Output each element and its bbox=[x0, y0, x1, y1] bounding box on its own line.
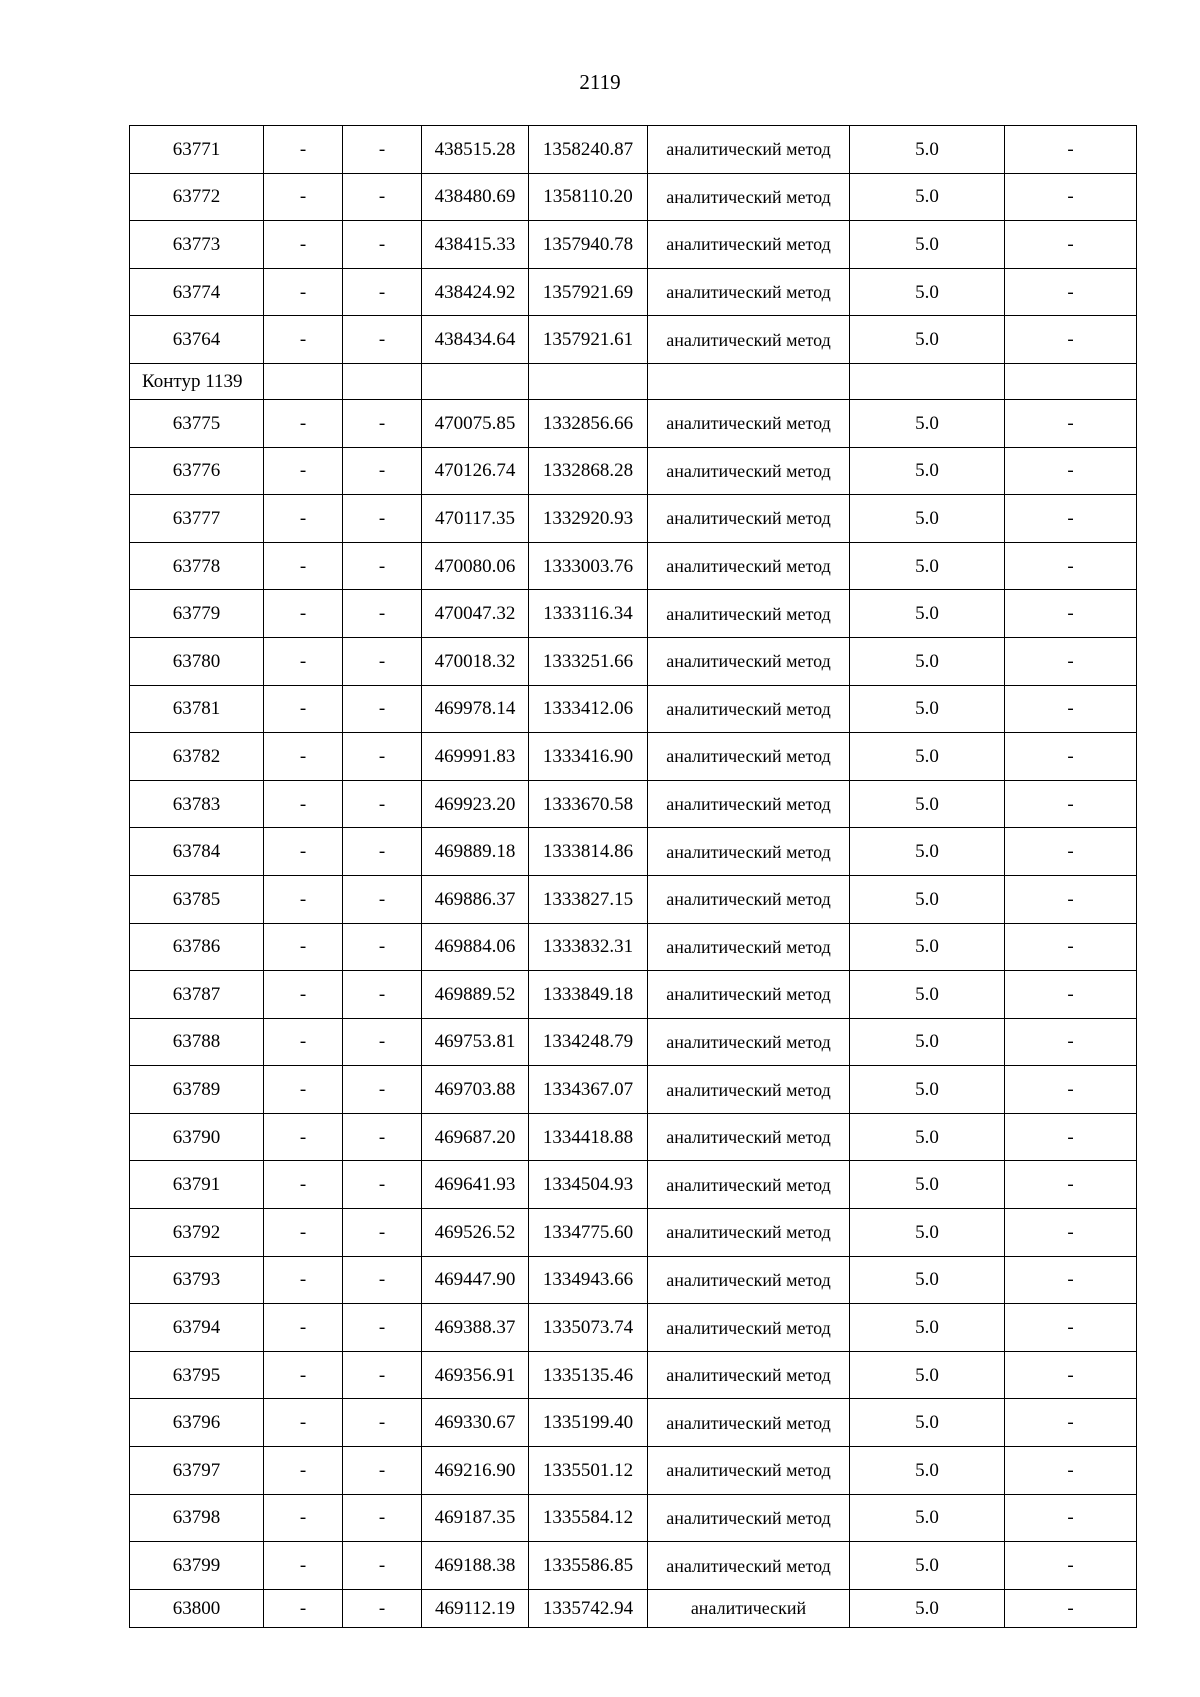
coordinates-table bbox=[129, 125, 1137, 1628]
y-coordinate-cell: 1358110.20 bbox=[529, 173, 648, 221]
empty-cell: - bbox=[1005, 173, 1137, 221]
empty-cell: - bbox=[343, 923, 422, 971]
x-coordinate-cell: 438480.69 bbox=[422, 173, 529, 221]
point-number-cell: 63791 bbox=[130, 1161, 264, 1209]
accuracy-cell: 5.0 bbox=[850, 495, 1005, 543]
y-coordinate-cell: 1332868.28 bbox=[529, 447, 648, 495]
empty-cell: - bbox=[1005, 447, 1137, 495]
point-number-cell: 63776 bbox=[130, 447, 264, 495]
empty-cell: - bbox=[343, 1351, 422, 1399]
table-row bbox=[130, 780, 1137, 828]
empty-cell: - bbox=[1005, 1161, 1137, 1209]
table-row bbox=[130, 1113, 1137, 1161]
empty-cell: - bbox=[264, 447, 343, 495]
y-coordinate-cell: 1332856.66 bbox=[529, 399, 648, 447]
empty-cell: - bbox=[1005, 685, 1137, 733]
table-row bbox=[130, 733, 1137, 781]
empty-cell bbox=[264, 363, 343, 399]
y-coordinate-cell: 1332920.93 bbox=[529, 495, 648, 543]
accuracy-cell: 5.0 bbox=[850, 685, 1005, 733]
empty-cell: - bbox=[1005, 590, 1137, 638]
empty-cell: - bbox=[343, 1161, 422, 1209]
x-coordinate-cell: 438515.28 bbox=[422, 126, 529, 174]
point-number-cell: 63772 bbox=[130, 173, 264, 221]
method-cell: аналитический метод bbox=[648, 1113, 850, 1161]
table-row bbox=[130, 316, 1137, 364]
empty-cell: - bbox=[343, 1399, 422, 1447]
empty-cell: - bbox=[1005, 1256, 1137, 1304]
table-row bbox=[130, 221, 1137, 269]
table-row bbox=[130, 590, 1137, 638]
method-cell: аналитический метод bbox=[648, 1209, 850, 1257]
empty-cell: - bbox=[343, 780, 422, 828]
empty-cell: - bbox=[1005, 1018, 1137, 1066]
x-coordinate-cell: 469991.83 bbox=[422, 733, 529, 781]
accuracy-cell: 5.0 bbox=[850, 1113, 1005, 1161]
empty-cell: - bbox=[264, 637, 343, 685]
y-coordinate-cell: 1335586.85 bbox=[529, 1542, 648, 1590]
method-cell: аналитический метод bbox=[648, 733, 850, 781]
x-coordinate-cell: 469187.35 bbox=[422, 1494, 529, 1542]
empty-cell: - bbox=[343, 1256, 422, 1304]
method-cell: аналитический метод bbox=[648, 173, 850, 221]
x-coordinate-cell: 470117.35 bbox=[422, 495, 529, 543]
empty-cell: - bbox=[264, 173, 343, 221]
accuracy-cell: 5.0 bbox=[850, 221, 1005, 269]
table-row bbox=[130, 1542, 1137, 1590]
point-number-cell: 63798 bbox=[130, 1494, 264, 1542]
empty-cell: - bbox=[1005, 828, 1137, 876]
point-number-cell: 63800 bbox=[130, 1589, 264, 1627]
empty-cell: - bbox=[1005, 126, 1137, 174]
empty-cell: - bbox=[264, 780, 343, 828]
empty-cell bbox=[648, 363, 850, 399]
method-cell: аналитический метод bbox=[648, 1161, 850, 1209]
table-row bbox=[130, 1494, 1137, 1542]
accuracy-cell: 5.0 bbox=[850, 1209, 1005, 1257]
empty-cell: - bbox=[264, 1589, 343, 1627]
y-coordinate-cell: 1334943.66 bbox=[529, 1256, 648, 1304]
y-coordinate-cell: 1334504.93 bbox=[529, 1161, 648, 1209]
empty-cell: - bbox=[264, 1494, 343, 1542]
empty-cell bbox=[529, 363, 648, 399]
y-coordinate-cell: 1333670.58 bbox=[529, 780, 648, 828]
accuracy-cell: 5.0 bbox=[850, 828, 1005, 876]
empty-cell: - bbox=[1005, 875, 1137, 923]
y-coordinate-cell: 1335742.94 bbox=[529, 1589, 648, 1627]
table-row bbox=[130, 1018, 1137, 1066]
y-coordinate-cell: 1357940.78 bbox=[529, 221, 648, 269]
point-number-cell: 63775 bbox=[130, 399, 264, 447]
empty-cell: - bbox=[1005, 1113, 1137, 1161]
point-number-cell: 63793 bbox=[130, 1256, 264, 1304]
x-coordinate-cell: 438434.64 bbox=[422, 316, 529, 364]
table-row bbox=[130, 173, 1137, 221]
table-row bbox=[130, 923, 1137, 971]
y-coordinate-cell: 1334367.07 bbox=[529, 1066, 648, 1114]
y-coordinate-cell: 1333832.31 bbox=[529, 923, 648, 971]
empty-cell: - bbox=[1005, 923, 1137, 971]
empty-cell: - bbox=[264, 126, 343, 174]
empty-cell: - bbox=[1005, 1542, 1137, 1590]
empty-cell: - bbox=[1005, 221, 1137, 269]
method-cell: аналитический метод bbox=[648, 780, 850, 828]
method-cell: аналитический метод bbox=[648, 828, 850, 876]
empty-cell: - bbox=[1005, 733, 1137, 781]
method-cell: аналитический bbox=[648, 1589, 850, 1627]
accuracy-cell: 5.0 bbox=[850, 1589, 1005, 1627]
x-coordinate-cell: 470075.85 bbox=[422, 399, 529, 447]
table-row bbox=[130, 1351, 1137, 1399]
accuracy-cell: 5.0 bbox=[850, 316, 1005, 364]
method-cell: аналитический метод bbox=[648, 1351, 850, 1399]
y-coordinate-cell: 1333116.34 bbox=[529, 590, 648, 638]
y-coordinate-cell: 1358240.87 bbox=[529, 126, 648, 174]
table-row bbox=[130, 447, 1137, 495]
empty-cell: - bbox=[264, 828, 343, 876]
x-coordinate-cell: 469388.37 bbox=[422, 1304, 529, 1352]
empty-cell: - bbox=[343, 1304, 422, 1352]
x-coordinate-cell: 469641.93 bbox=[422, 1161, 529, 1209]
accuracy-cell: 5.0 bbox=[850, 1494, 1005, 1542]
y-coordinate-cell: 1335501.12 bbox=[529, 1447, 648, 1495]
method-cell: аналитический метод bbox=[648, 316, 850, 364]
point-number-cell: 63792 bbox=[130, 1209, 264, 1257]
empty-cell: - bbox=[343, 1066, 422, 1114]
point-number-cell: 63786 bbox=[130, 923, 264, 971]
empty-cell bbox=[850, 363, 1005, 399]
empty-cell: - bbox=[343, 126, 422, 174]
method-cell: аналитический метод bbox=[648, 590, 850, 638]
empty-cell: - bbox=[264, 590, 343, 638]
empty-cell: - bbox=[343, 542, 422, 590]
x-coordinate-cell: 469330.67 bbox=[422, 1399, 529, 1447]
y-coordinate-cell: 1335135.46 bbox=[529, 1351, 648, 1399]
x-coordinate-cell: 469447.90 bbox=[422, 1256, 529, 1304]
empty-cell: - bbox=[264, 1018, 343, 1066]
empty-cell: - bbox=[1005, 316, 1137, 364]
point-number-cell: 63799 bbox=[130, 1542, 264, 1590]
point-number-cell: 63774 bbox=[130, 268, 264, 316]
table-row bbox=[130, 971, 1137, 1019]
method-cell: аналитический метод bbox=[648, 685, 850, 733]
empty-cell: - bbox=[264, 495, 343, 543]
point-number-cell: 63764 bbox=[130, 316, 264, 364]
empty-cell: - bbox=[343, 875, 422, 923]
method-cell: аналитический метод bbox=[648, 923, 850, 971]
empty-cell: - bbox=[1005, 1351, 1137, 1399]
empty-cell: - bbox=[264, 971, 343, 1019]
x-coordinate-cell: 469886.37 bbox=[422, 875, 529, 923]
empty-cell: - bbox=[343, 1494, 422, 1542]
empty-cell: - bbox=[264, 1399, 343, 1447]
empty-cell: - bbox=[1005, 542, 1137, 590]
accuracy-cell: 5.0 bbox=[850, 780, 1005, 828]
x-coordinate-cell: 469188.38 bbox=[422, 1542, 529, 1590]
empty-cell: - bbox=[343, 828, 422, 876]
point-number-cell: 63788 bbox=[130, 1018, 264, 1066]
empty-cell: - bbox=[343, 399, 422, 447]
accuracy-cell: 5.0 bbox=[850, 1161, 1005, 1209]
x-coordinate-cell: 469112.19 bbox=[422, 1589, 529, 1627]
y-coordinate-cell: 1334248.79 bbox=[529, 1018, 648, 1066]
point-number-cell: 63789 bbox=[130, 1066, 264, 1114]
table-row bbox=[130, 637, 1137, 685]
empty-cell: - bbox=[1005, 399, 1137, 447]
point-number-cell: 63782 bbox=[130, 733, 264, 781]
empty-cell: - bbox=[264, 399, 343, 447]
accuracy-cell: 5.0 bbox=[850, 923, 1005, 971]
x-coordinate-cell: 438424.92 bbox=[422, 268, 529, 316]
empty-cell: - bbox=[1005, 637, 1137, 685]
point-number-cell: 63771 bbox=[130, 126, 264, 174]
method-cell: аналитический метод bbox=[648, 875, 850, 923]
empty-cell: - bbox=[1005, 1447, 1137, 1495]
page-number: 2119 bbox=[579, 70, 621, 94]
y-coordinate-cell: 1333412.06 bbox=[529, 685, 648, 733]
x-coordinate-cell: 469889.18 bbox=[422, 828, 529, 876]
table-row bbox=[130, 542, 1137, 590]
y-coordinate-cell: 1333251.66 bbox=[529, 637, 648, 685]
y-coordinate-cell: 1335199.40 bbox=[529, 1399, 648, 1447]
x-coordinate-cell: 469687.20 bbox=[422, 1113, 529, 1161]
method-cell: аналитический метод bbox=[648, 495, 850, 543]
x-coordinate-cell: 469889.52 bbox=[422, 971, 529, 1019]
y-coordinate-cell: 1333814.86 bbox=[529, 828, 648, 876]
empty-cell: - bbox=[343, 1113, 422, 1161]
y-coordinate-cell: 1334418.88 bbox=[529, 1113, 648, 1161]
accuracy-cell: 5.0 bbox=[850, 733, 1005, 781]
table-row bbox=[130, 1066, 1137, 1114]
point-number-cell: 63796 bbox=[130, 1399, 264, 1447]
accuracy-cell: 5.0 bbox=[850, 875, 1005, 923]
table-row bbox=[130, 875, 1137, 923]
empty-cell: - bbox=[343, 1018, 422, 1066]
empty-cell: - bbox=[264, 1161, 343, 1209]
empty-cell: - bbox=[264, 1542, 343, 1590]
point-number-cell: 63784 bbox=[130, 828, 264, 876]
accuracy-cell: 5.0 bbox=[850, 1351, 1005, 1399]
empty-cell: - bbox=[343, 1589, 422, 1627]
accuracy-cell: 5.0 bbox=[850, 173, 1005, 221]
empty-cell: - bbox=[264, 1066, 343, 1114]
x-coordinate-cell: 470126.74 bbox=[422, 447, 529, 495]
empty-cell: - bbox=[264, 1113, 343, 1161]
accuracy-cell: 5.0 bbox=[850, 1447, 1005, 1495]
accuracy-cell: 5.0 bbox=[850, 542, 1005, 590]
y-coordinate-cell: 1333003.76 bbox=[529, 542, 648, 590]
empty-cell: - bbox=[343, 733, 422, 781]
x-coordinate-cell: 438415.33 bbox=[422, 221, 529, 269]
empty-cell: - bbox=[343, 971, 422, 1019]
accuracy-cell: 5.0 bbox=[850, 1542, 1005, 1590]
empty-cell: - bbox=[264, 733, 343, 781]
empty-cell: - bbox=[264, 221, 343, 269]
empty-cell: - bbox=[343, 1542, 422, 1590]
empty-cell: - bbox=[264, 875, 343, 923]
empty-cell: - bbox=[343, 316, 422, 364]
y-coordinate-cell: 1335073.74 bbox=[529, 1304, 648, 1352]
table-row bbox=[130, 1161, 1137, 1209]
x-coordinate-cell: 469923.20 bbox=[422, 780, 529, 828]
table-row bbox=[130, 126, 1137, 174]
empty-cell: - bbox=[1005, 1066, 1137, 1114]
empty-cell: - bbox=[1005, 1304, 1137, 1352]
empty-cell: - bbox=[1005, 268, 1137, 316]
table-row bbox=[130, 1447, 1137, 1495]
y-coordinate-cell: 1335584.12 bbox=[529, 1494, 648, 1542]
method-cell: аналитический метод bbox=[648, 971, 850, 1019]
empty-cell: - bbox=[264, 923, 343, 971]
table-row bbox=[130, 685, 1137, 733]
empty-cell: - bbox=[264, 1351, 343, 1399]
method-cell: аналитический метод bbox=[648, 1256, 850, 1304]
table-body bbox=[130, 126, 1137, 1628]
empty-cell: - bbox=[343, 221, 422, 269]
empty-cell: - bbox=[343, 1447, 422, 1495]
method-cell: аналитический метод bbox=[648, 268, 850, 316]
point-number-cell: 63773 bbox=[130, 221, 264, 269]
empty-cell: - bbox=[1005, 1589, 1137, 1627]
x-coordinate-cell: 470018.32 bbox=[422, 637, 529, 685]
empty-cell: - bbox=[264, 316, 343, 364]
point-number-cell: 63785 bbox=[130, 875, 264, 923]
table-row bbox=[130, 1209, 1137, 1257]
method-cell: аналитический метод bbox=[648, 447, 850, 495]
accuracy-cell: 5.0 bbox=[850, 1399, 1005, 1447]
section-header-row bbox=[130, 363, 1137, 399]
empty-cell: - bbox=[1005, 1209, 1137, 1257]
x-coordinate-cell: 470080.06 bbox=[422, 542, 529, 590]
accuracy-cell: 5.0 bbox=[850, 1066, 1005, 1114]
method-cell: аналитический метод bbox=[648, 399, 850, 447]
y-coordinate-cell: 1334775.60 bbox=[529, 1209, 648, 1257]
empty-cell bbox=[1005, 363, 1137, 399]
accuracy-cell: 5.0 bbox=[850, 399, 1005, 447]
accuracy-cell: 5.0 bbox=[850, 268, 1005, 316]
x-coordinate-cell: 469884.06 bbox=[422, 923, 529, 971]
accuracy-cell: 5.0 bbox=[850, 1018, 1005, 1066]
empty-cell: - bbox=[264, 542, 343, 590]
point-number-cell: 63777 bbox=[130, 495, 264, 543]
empty-cell: - bbox=[264, 685, 343, 733]
empty-cell: - bbox=[264, 1304, 343, 1352]
accuracy-cell: 5.0 bbox=[850, 447, 1005, 495]
empty-cell: - bbox=[343, 590, 422, 638]
empty-cell: - bbox=[264, 268, 343, 316]
empty-cell bbox=[343, 363, 422, 399]
x-coordinate-cell: 469753.81 bbox=[422, 1018, 529, 1066]
x-coordinate-cell: 469356.91 bbox=[422, 1351, 529, 1399]
point-number-cell: 63797 bbox=[130, 1447, 264, 1495]
empty-cell: - bbox=[264, 1209, 343, 1257]
point-number-cell: 63795 bbox=[130, 1351, 264, 1399]
x-coordinate-cell: 469526.52 bbox=[422, 1209, 529, 1257]
point-number-cell: 63781 bbox=[130, 685, 264, 733]
point-number-cell: 63790 bbox=[130, 1113, 264, 1161]
table-row bbox=[130, 1304, 1137, 1352]
method-cell: аналитический метод bbox=[648, 1494, 850, 1542]
method-cell: аналитический метод bbox=[648, 126, 850, 174]
table-row bbox=[130, 399, 1137, 447]
accuracy-cell: 5.0 bbox=[850, 590, 1005, 638]
empty-cell: - bbox=[343, 637, 422, 685]
table-row bbox=[130, 828, 1137, 876]
method-cell: аналитический метод bbox=[648, 1399, 850, 1447]
method-cell: аналитический метод bbox=[648, 1304, 850, 1352]
point-number-cell: 63780 bbox=[130, 637, 264, 685]
accuracy-cell: 5.0 bbox=[850, 971, 1005, 1019]
point-number-cell: 63787 bbox=[130, 971, 264, 1019]
y-coordinate-cell: 1333849.18 bbox=[529, 971, 648, 1019]
table-row bbox=[130, 495, 1137, 543]
section-label: Контур 1139 bbox=[130, 363, 264, 399]
x-coordinate-cell: 469703.88 bbox=[422, 1066, 529, 1114]
empty-cell: - bbox=[343, 268, 422, 316]
table-row bbox=[130, 1256, 1137, 1304]
method-cell: аналитический метод bbox=[648, 1066, 850, 1114]
point-number-cell: 63778 bbox=[130, 542, 264, 590]
method-cell: аналитический метод bbox=[648, 221, 850, 269]
point-number-cell: 63779 bbox=[130, 590, 264, 638]
y-coordinate-cell: 1357921.69 bbox=[529, 268, 648, 316]
empty-cell: - bbox=[343, 495, 422, 543]
empty-cell: - bbox=[1005, 1399, 1137, 1447]
method-cell: аналитический метод bbox=[648, 1542, 850, 1590]
method-cell: аналитический метод bbox=[648, 1018, 850, 1066]
accuracy-cell: 5.0 bbox=[850, 637, 1005, 685]
empty-cell: - bbox=[1005, 780, 1137, 828]
point-number-cell: 63783 bbox=[130, 780, 264, 828]
empty-cell: - bbox=[1005, 1494, 1137, 1542]
x-coordinate-cell: 469978.14 bbox=[422, 685, 529, 733]
empty-cell: - bbox=[264, 1447, 343, 1495]
x-coordinate-cell: 470047.32 bbox=[422, 590, 529, 638]
y-coordinate-cell: 1357921.61 bbox=[529, 316, 648, 364]
table-row bbox=[130, 268, 1137, 316]
table-row bbox=[130, 1399, 1137, 1447]
empty-cell: - bbox=[343, 173, 422, 221]
empty-cell: - bbox=[343, 447, 422, 495]
y-coordinate-cell: 1333416.90 bbox=[529, 733, 648, 781]
x-coordinate-cell: 469216.90 bbox=[422, 1447, 529, 1495]
y-coordinate-cell: 1333827.15 bbox=[529, 875, 648, 923]
empty-cell bbox=[422, 363, 529, 399]
method-cell: аналитический метод bbox=[648, 542, 850, 590]
empty-cell: - bbox=[1005, 971, 1137, 1019]
empty-cell: - bbox=[343, 685, 422, 733]
table-row bbox=[130, 1589, 1137, 1627]
accuracy-cell: 5.0 bbox=[850, 126, 1005, 174]
method-cell: аналитический метод bbox=[648, 1447, 850, 1495]
empty-cell: - bbox=[264, 1256, 343, 1304]
method-cell: аналитический метод bbox=[648, 637, 850, 685]
accuracy-cell: 5.0 bbox=[850, 1304, 1005, 1352]
empty-cell: - bbox=[343, 1209, 422, 1257]
accuracy-cell: 5.0 bbox=[850, 1256, 1005, 1304]
point-number-cell: 63794 bbox=[130, 1304, 264, 1352]
empty-cell: - bbox=[1005, 495, 1137, 543]
